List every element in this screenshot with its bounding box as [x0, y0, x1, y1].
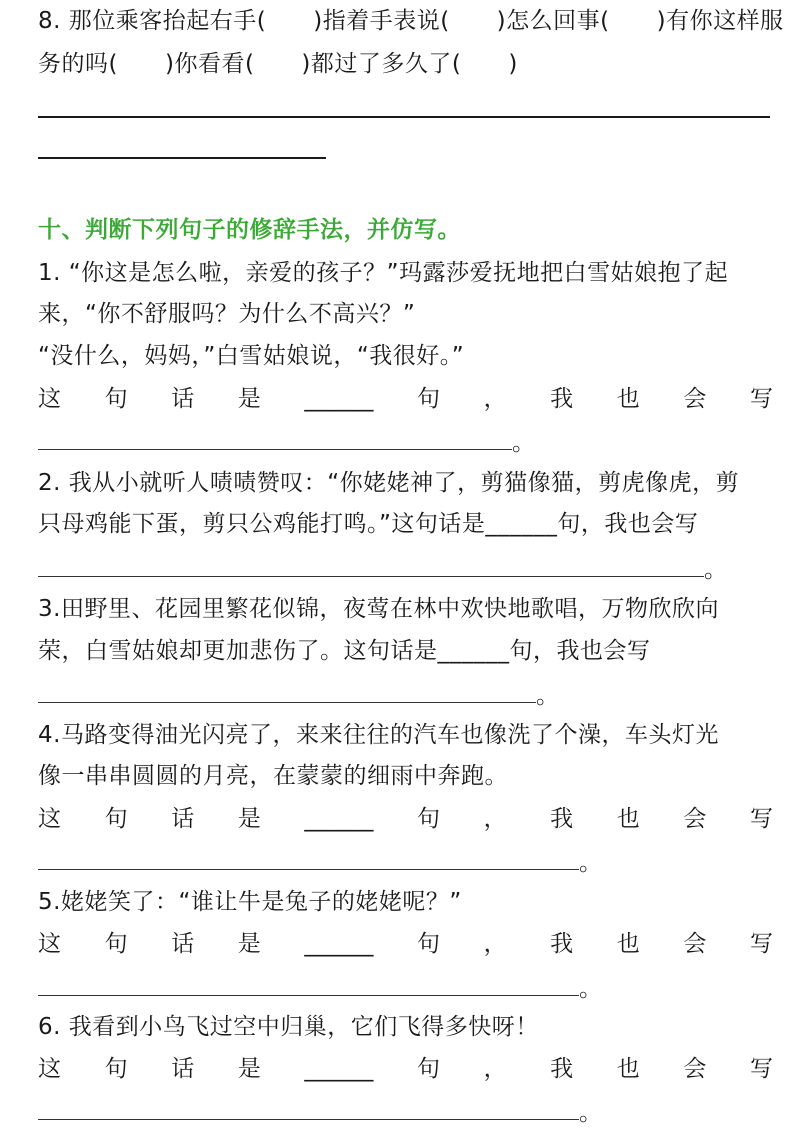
q4-prompt-line: 这 句 话 是 ______ 句 ， 我 也 会 写 [38, 806, 773, 832]
q6-write-line: 。 [38, 1097, 602, 1128]
q1-line-3: “没什么，妈妈，”白雪姑娘说，“我很好。” [38, 343, 465, 369]
q4-line-2: 像一串串圆圆的月亮，在蒙蒙的细雨中奔跑。 [38, 763, 508, 789]
q5-line-1: 5.姥姥笑了：“谁让牛是兔子的姥姥呢？” [38, 889, 462, 915]
answer-blank[interactable] [38, 680, 536, 703]
type-blank[interactable]: ______ [304, 931, 374, 957]
q6-prompt-line: 这 句 话 是 ______ 句 ， 我 也 会 写 [38, 1056, 773, 1082]
type-blank[interactable]: ______ [304, 1056, 374, 1082]
q1-line-2: 来，“你不舒服吗？为什么不高兴？” [38, 301, 416, 327]
q3-line-2: 荣，白雪姑娘却更加悲伤了。这句话是______句，我也会写 [38, 638, 651, 664]
q6-line-1: 6. 我看到小鸟飞过空中归巢，它们飞得多快呀！ [38, 1014, 539, 1040]
q4-write-line: 。 [38, 847, 602, 878]
section-heading: 十、判断下列句子的修辞手法，并仿写。 [38, 217, 461, 243]
q3-line-1: 3.田野里、花园里繁花似锦，夜莺在林中欢快地歌唱，万物欣欣向 [38, 596, 719, 622]
q2-line-1: 2. 我从小就听人啧啧赞叹：“你姥姥神了，剪猫像猫，剪虎像虎，剪 [38, 470, 740, 496]
q4-line-1: 4.马路变得油光闪亮了，来来往往的汽车也像洗了个澡，车头灯光 [38, 722, 719, 748]
answer-blank[interactable] [38, 973, 579, 996]
answer-line-q8-short[interactable] [38, 157, 326, 159]
answer-blank[interactable] [38, 554, 704, 577]
q3-write-line: 。 [38, 680, 559, 711]
answer-blank[interactable] [38, 427, 512, 450]
q5-prompt-line: 这 句 话 是 ______ 句 ， 我 也 会 写 [38, 931, 773, 957]
q8-line-2: 务的吗( )你看看( )都过了多久了( ) [38, 51, 518, 77]
answer-line-q8-full[interactable] [38, 116, 770, 118]
answer-blank[interactable] [38, 847, 579, 870]
type-blank[interactable]: ______ [304, 806, 374, 832]
answer-blank[interactable] [38, 1097, 579, 1120]
q2-line-2: 只母鸡能下蛋，剪只公鸡能打鸣。”这句话是______句，我也会写 [38, 511, 699, 537]
q1-prompt-line: 这 句 话 是 ______ 句 ， 我 也 会 写 [38, 386, 773, 412]
q1-write-line: 。 [38, 427, 535, 458]
q5-write-line: 。 [38, 973, 602, 1004]
q2-write-line: 。 [38, 554, 727, 585]
q8-line-1: 8. 那位乘客抬起右手( )指着手表说( )怎么回事( )有你这样服 [38, 8, 784, 34]
q1-line-1: 1. “你这是怎么啦，亲爱的孩子？”玛露莎爱抚地把白雪姑娘抱了起 [38, 260, 729, 286]
type-blank[interactable]: ______ [304, 386, 374, 412]
